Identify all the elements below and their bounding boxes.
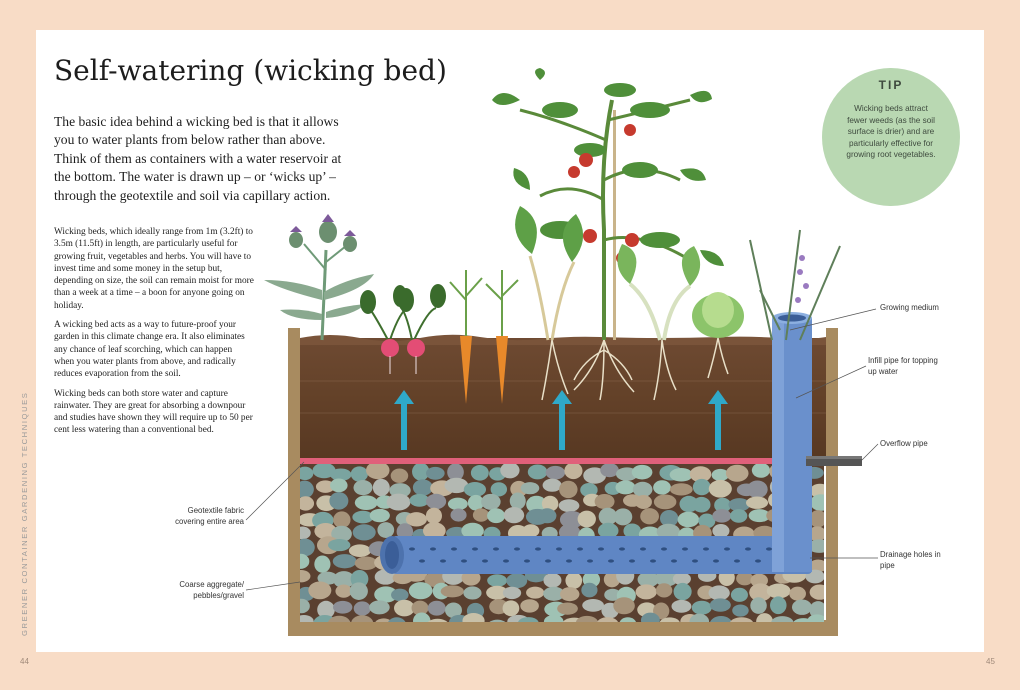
pebble: [653, 480, 671, 494]
pebble: [526, 587, 544, 599]
pebble: [546, 466, 566, 480]
drainage-hole: [409, 547, 415, 550]
body-paragraph: Wicking beds can both store water and capture rainwater. They are great for absorbing a downpour and studies have shown they will require up to 50 per cent less watering than a conventional bed.: [54, 388, 253, 436]
pebble: [520, 599, 539, 612]
pebble: [487, 508, 505, 523]
pebble: [789, 587, 806, 601]
pebble: [635, 495, 652, 509]
tip-label: TIP: [878, 78, 904, 92]
pebble: [600, 463, 619, 477]
infill-pipe: [772, 312, 812, 572]
drainage-hole: [703, 547, 709, 550]
drainage-hole: [745, 547, 751, 550]
pebble: [640, 508, 659, 524]
pebble: [578, 511, 596, 528]
pebble: [730, 509, 747, 523]
pebble: [349, 544, 371, 557]
pebble: [335, 585, 351, 598]
drainage-hole: [650, 559, 656, 562]
pebble: [709, 480, 732, 498]
pebble: [330, 478, 347, 492]
label-aggregate: Coarse aggregate/ pebbles/gravel: [179, 580, 244, 600]
pebble: [557, 603, 578, 615]
pebble: [481, 494, 500, 510]
pebble: [543, 573, 561, 588]
pebble: [747, 480, 768, 498]
body-paragraph: Wicking beds, which ideally range from 1m (3.2ft) to 3.5m (11.5ft) in length, are particularly useful for growing fruit, vegetables and herbs. You will have to invest time and some money in the setup but, depending on size, the soil can remain moist for more than a week at a time – a boon for anyone going on holiday.: [54, 227, 254, 311]
pebble: [615, 480, 635, 494]
pebble: [581, 583, 597, 598]
drainage-hole: [671, 559, 677, 562]
pebble: [678, 512, 699, 528]
pebble: [370, 509, 390, 522]
drainage-hole: [482, 559, 488, 562]
drainage-hole: [608, 559, 614, 562]
drainage-hole: [692, 559, 698, 562]
drainage-hole: [766, 547, 772, 550]
pebble: [671, 600, 691, 613]
pebble: [471, 465, 489, 481]
pebble: [674, 583, 692, 600]
artichoke-plant: [264, 214, 374, 340]
drainage-hole: [493, 547, 499, 550]
pebble: [726, 465, 749, 482]
drainage-hole: [577, 547, 583, 550]
pebble: [355, 556, 378, 570]
pebble: [654, 494, 677, 509]
pebble: [354, 601, 371, 615]
label-overflow-pipe: Overflow pipe: [880, 439, 928, 448]
pebble: [564, 462, 582, 479]
pebble: [314, 556, 330, 573]
drainage-hole: [629, 559, 635, 562]
pebble: [595, 494, 615, 509]
pebble: [406, 512, 427, 526]
pebble: [528, 464, 548, 479]
pebble: [510, 492, 526, 509]
pebble: [464, 482, 486, 497]
pebble: [473, 508, 489, 521]
page-title: Self-watering (wicking bed): [54, 54, 447, 87]
pebble: [521, 482, 540, 494]
drainage-hole: [556, 547, 562, 550]
pebble: [377, 522, 394, 538]
drainage-hole: [587, 559, 593, 562]
pebble: [353, 480, 372, 495]
drainage-hole: [734, 559, 740, 562]
pebble: [353, 524, 376, 540]
pebble: [732, 604, 749, 616]
pebble: [792, 599, 812, 614]
drainage-hole: [724, 547, 730, 550]
pebble: [391, 589, 409, 601]
pebble: [614, 508, 633, 525]
pebble: [506, 573, 527, 588]
pebble: [426, 494, 446, 509]
pebble: [503, 600, 520, 616]
tip-text: Wicking beds attract fewer weeds (as the soil surface is drier) and are particularly effective for growing root vegetables.: [846, 104, 936, 159]
pebble: [543, 479, 562, 492]
pebble: [333, 511, 350, 528]
geotextile-fabric: [300, 458, 774, 464]
pebble: [712, 524, 729, 538]
pebble: [565, 572, 582, 589]
drainage-hole: [440, 559, 446, 562]
pebble: [328, 539, 350, 551]
pebble: [413, 479, 433, 495]
pebble: [559, 499, 580, 512]
pebble: [746, 497, 768, 509]
label-infill-pipe: Infill pipe for topping up water: [868, 356, 938, 376]
drainage-hole: [619, 547, 625, 550]
pebble: [712, 509, 731, 523]
pebble: [692, 601, 712, 615]
pebble: [709, 585, 730, 600]
drainage-hole: [755, 559, 761, 562]
pebble: [632, 465, 653, 480]
pebble: [308, 581, 331, 599]
drainage-hole: [503, 559, 509, 562]
drainage-hole: [524, 559, 530, 562]
pebble: [750, 597, 766, 614]
pebble: [710, 598, 731, 611]
pebble: [463, 586, 481, 599]
pebble: [428, 601, 446, 616]
pebble: [752, 463, 770, 478]
pebble: [731, 588, 748, 602]
drainage-hole: [430, 547, 436, 550]
drainage-hole: [535, 547, 541, 550]
pebble: [333, 554, 357, 568]
pebble: [426, 467, 445, 480]
drainage-hole: [682, 547, 688, 550]
pebble: [560, 587, 579, 601]
pebble: [500, 462, 519, 478]
drainage-hole: [566, 559, 572, 562]
pebble: [767, 583, 791, 598]
intro-paragraph: The basic idea behind a wicking bed is that it allows you to water plants from below rather than above. Think of them as containers with a water reservoir at the bottom. The water is drawn up – or ‘wicks up’ – through the geotextile and soil via capillary action.: [54, 114, 342, 203]
pebble: [450, 508, 466, 521]
body-paragraph: A wicking bed acts as a way to future-proof your garden in this climate change era. It also eliminates any chance of leaf scorching, which can happen when you water plants from above, and radically reduces evaporation from the soil.: [54, 320, 245, 380]
pebble: [351, 466, 368, 481]
pebble: [369, 600, 390, 614]
pebble: [670, 483, 693, 495]
pebble: [670, 468, 693, 482]
overflow-pipe: [806, 456, 862, 466]
running-head: GREENER CONTAINER GARDENING TECHNIQUES: [20, 391, 29, 636]
pebble: [355, 495, 378, 510]
pebble: [503, 587, 521, 599]
tomato-plant: [492, 68, 724, 340]
label-growing-medium: Growing medium: [880, 303, 939, 312]
pebble: [329, 492, 348, 510]
pebble: [582, 599, 604, 612]
pebble: [373, 479, 390, 496]
pebble: [538, 508, 557, 523]
pebble: [391, 468, 409, 483]
drainage-hole: [661, 547, 667, 550]
drainage-hole: [640, 547, 646, 550]
tip-circle: [822, 68, 960, 206]
label-drainage-holes: Drainage holes in pipe: [880, 550, 941, 570]
pebble: [504, 507, 525, 523]
drainage-hole: [545, 559, 551, 562]
pebble: [559, 481, 577, 498]
pebble: [636, 584, 657, 599]
drainage-hole: [514, 547, 520, 550]
drainage-pipe: [380, 536, 812, 574]
pebble: [487, 574, 507, 587]
drainage-hole: [461, 559, 467, 562]
drainage-hole: [472, 547, 478, 550]
pebble: [448, 498, 468, 511]
page-number-right: 45: [986, 657, 995, 666]
drainage-hole: [451, 547, 457, 550]
label-geotextile: Geotextile fabric covering entire area: [175, 506, 244, 526]
pebble: [613, 597, 635, 614]
pebble: [809, 510, 826, 527]
pebble: [366, 461, 390, 479]
pebble: [692, 497, 710, 513]
pebble: [387, 494, 411, 511]
pebble: [770, 596, 787, 614]
pebble: [426, 508, 442, 524]
pebble: [333, 601, 352, 614]
page-number-left: 44: [20, 657, 29, 666]
pebble: [693, 479, 711, 495]
drainage-hole: [419, 559, 425, 562]
drainage-hole: [713, 559, 719, 562]
drainage-hole: [598, 547, 604, 550]
pebble: [522, 524, 539, 537]
pebble: [441, 585, 464, 597]
pebble: [656, 583, 672, 597]
pebble: [409, 582, 433, 599]
pebble: [350, 582, 368, 600]
